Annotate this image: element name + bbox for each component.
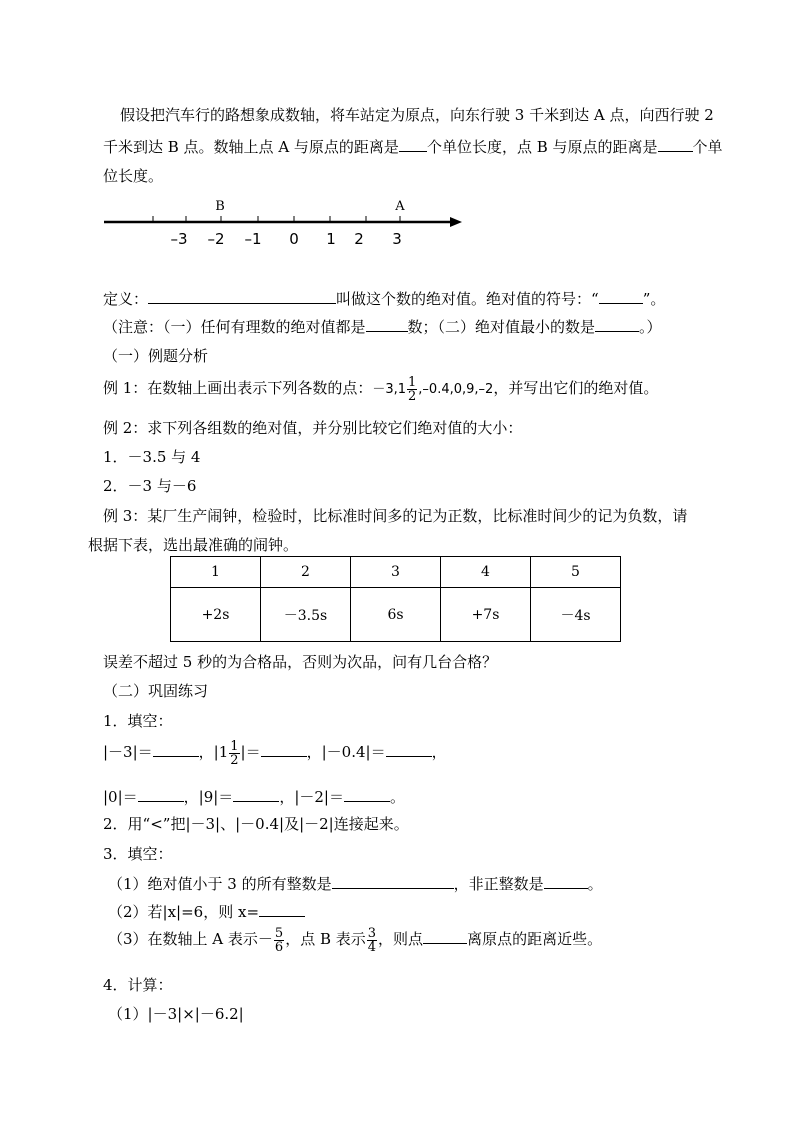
table-header-cell: 1 [171,557,261,588]
point-a-label: A [395,199,405,214]
q3-p2: （2）若|x|=6，则 x= [108,903,260,921]
note-text-c: 。） [639,318,662,336]
clock-table [170,556,621,642]
example-2-item-1: 1．－3.5 与 4 [103,448,201,466]
blank-distance-a[interactable] [399,136,427,152]
q1-d: |0|＝ [103,788,138,806]
intro-line-3: 位长度。 [103,167,164,185]
blank-q3-p2[interactable] [259,901,305,917]
q3-p3-b: ，点 B 表示 [285,930,366,948]
tick-label: 3 [392,230,402,248]
tick-label: 0 [289,230,299,248]
fraction-numerator: 1 [408,374,417,390]
table-header-cell: 3 [351,557,441,588]
q1-end-1: ， [431,743,447,761]
table-header-cell: 5 [531,557,621,588]
example-1-nums-b: ,–0.4,0,9,–2 [418,382,494,397]
q1-row-2 [103,786,405,807]
q1-c: ，|－0.4|＝ [306,743,386,761]
blank-q1-d[interactable] [138,786,184,802]
tick-label: –2 [207,230,225,248]
example-2-title: 例 2：求下列各组数的绝对值，并分别比较它们绝对值的大小： [103,419,523,437]
fraction-denominator: 6 [274,939,284,955]
blank-q1-f[interactable] [344,786,390,802]
q4-title: 4．计算： [103,976,173,994]
table-cell: 6s [351,588,441,642]
note-text-a: （注意：（一）任何有理数的绝对值都是 [103,318,366,336]
intro-text-b: 个单位长度，点 B 与原点的距离是 [426,138,658,156]
q1-b: |＝ [240,743,261,761]
note-text-b: 数；（二）绝对值最小的数是 [407,318,596,336]
blank-q1-a[interactable] [153,741,199,757]
q3-title: 3．填空： [103,845,173,863]
table-header-row [171,557,621,588]
q3-p3-a: （3）在数轴上 A 表示－ [108,930,273,948]
q3-p1-c: 。 [587,875,603,893]
intro-line-1: 假设把汽车行的路想象成数轴，将车站定为原点，向东行驶 3 千米到达 A 点，向西行驶 2 [120,106,714,124]
example-3-line-1: 例 3：某厂生产闹钟，检验时，比标准时间多的记为正数，比标准时间少的记为负数，请 [103,507,688,525]
blank-q3-p1-a[interactable] [332,873,454,889]
table-cell: －4s [531,588,621,642]
q1-sep: ，|1 [198,743,229,761]
example-1-fraction [407,376,417,403]
example-1-nums-a: －3,1 [372,382,407,397]
q1-fraction [229,740,239,767]
intro-text-a: 千米到达 B 点。数轴上点 A 与原点的距离是 [103,138,399,156]
example-3-line-2: 根据下表，选出最准确的闹钟。 [88,536,299,554]
q3-part-2 [108,901,305,922]
blank-note-b[interactable] [595,316,639,332]
q3-p3-d: 离原点的距离近些。 [467,930,603,948]
definition-line [103,288,665,309]
table-header-cell: 2 [261,557,351,588]
intro-line-2 [103,136,723,157]
q4-part-1: （1）|－3|×|－6.2| [108,1005,244,1023]
q2: 2．用“<”把|－3|、|－0.4|及|－2|连接起来。 [103,815,409,833]
definition-label: 定义： [103,290,149,308]
section-2-heading: （二）巩固练习 [103,682,209,700]
tick-label: –3 [170,230,188,248]
q3-p3-c: ，则点 [378,930,424,948]
q1-e: ，|9|＝ [183,788,234,806]
blank-q1-b[interactable] [261,741,307,757]
q1-title: 1．填空： [103,712,173,730]
fraction-denominator: 2 [408,388,417,404]
blank-q1-e[interactable] [233,786,279,802]
number-line [100,192,470,252]
fraction-numerator: 3 [367,925,377,941]
note-line [103,316,662,337]
example-1-text-a: 例 1：在数轴上画出表示下列各数的点： [103,379,373,397]
q3-part-3 [108,922,602,956]
table-row [171,588,621,642]
example-1-text-b: ，并写出它们的绝对值。 [493,379,659,397]
definition-end: ”。 [642,290,666,308]
fraction-denominator: 4 [367,939,377,955]
number-line-arrow [450,217,462,227]
fraction-denominator: 2 [230,752,239,768]
blank-symbol[interactable] [599,288,643,304]
blank-note-a[interactable] [366,316,408,332]
intro-text-c: 个单 [692,138,723,156]
section-1-heading: （一）例题分析 [103,347,209,365]
table-cell: +2s [171,588,261,642]
fraction-numerator: 5 [274,925,284,941]
q3-fraction-1 [274,927,284,954]
table-cell: －3.5s [261,588,351,642]
tick-label: 1 [326,230,336,248]
table-cell: +7s [441,588,531,642]
point-b-label: B [215,199,225,214]
q1-row-1 [103,736,447,768]
blank-definition[interactable] [148,288,336,304]
tick-label: 2 [354,230,364,248]
q3-p1-a: （1）绝对值小于 3 的所有整数是 [108,875,332,893]
example-3-question: 误差不超过 5 秒的为合格品，否则为次品，问有几台合格？ [103,653,498,671]
q3-p1-b: ，非正整数是 [453,875,544,893]
q3-part-1 [108,873,603,894]
blank-distance-b[interactable] [658,136,693,152]
q1-a: |－3|＝ [103,743,153,761]
example-1 [103,374,658,404]
q1-end-2: 。 [389,788,405,806]
table-header-cell: 4 [441,557,531,588]
blank-q1-c[interactable] [386,741,432,757]
q1-f: ，|－2|＝ [279,788,344,806]
tick-label: –1 [244,230,262,248]
blank-q3-p3[interactable] [423,928,467,944]
definition-text: 叫做这个数的绝对值。绝对值的符号：“ [336,290,599,308]
q3-fraction-2 [367,927,377,954]
example-2-item-2: 2．－3 与－6 [103,477,197,495]
fraction-numerator: 1 [230,738,239,754]
blank-q3-p1-b[interactable] [544,873,588,889]
